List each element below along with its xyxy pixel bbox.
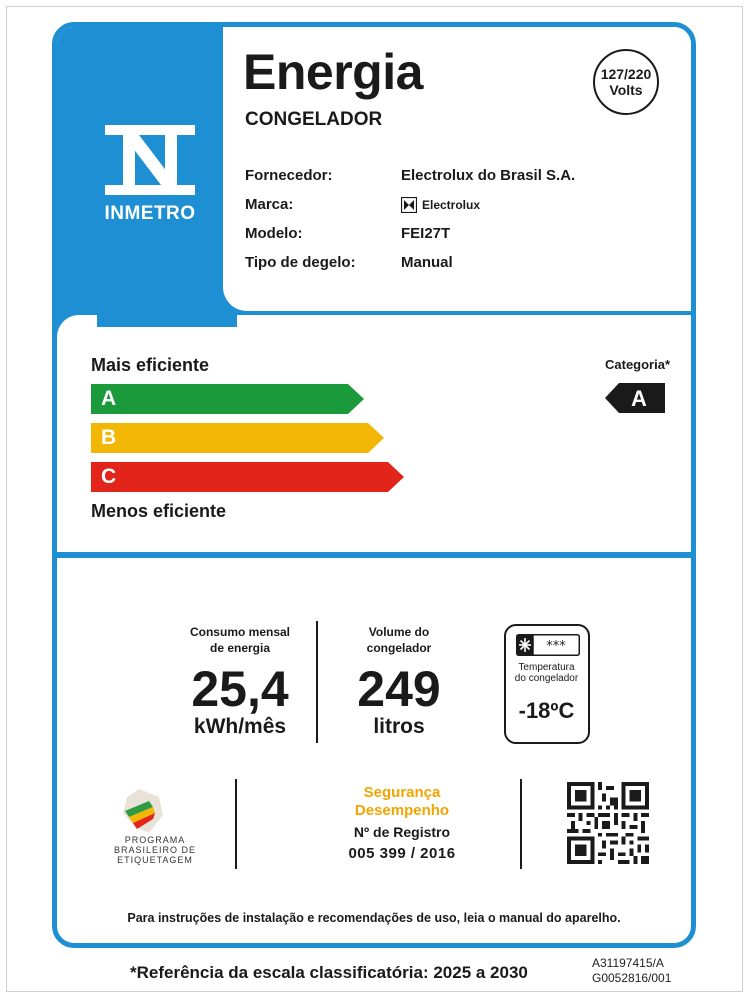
pbe-line-1: PROGRAMA (124, 835, 186, 845)
voltage-value: 127/220 (600, 66, 652, 82)
supplier-label: Fornecedor: (245, 167, 333, 184)
pbe-text (105, 835, 205, 865)
supplier-value: Electrolux do Brasil S.A. (401, 167, 576, 184)
efficiency-bar-c (91, 462, 406, 492)
volume-value: 249 (357, 661, 441, 717)
defrost-label: Tipo de degelo: (245, 254, 356, 271)
temperature-caption-1: Temperatura (518, 662, 575, 673)
efficiency-bar-b (91, 423, 386, 453)
metrics-divider-1 (316, 621, 318, 743)
bar-b-letter: B (101, 426, 117, 449)
bottom-divider-2 (520, 779, 522, 869)
brand-value: Electrolux (422, 198, 481, 212)
pbe-logo-icon (119, 787, 165, 837)
brand-value-group (401, 197, 480, 213)
inmetro-n-icon (105, 125, 195, 195)
pbe-line-2: BRASILEIRO DE (113, 845, 197, 855)
registration-label: Nº de Registro (353, 824, 451, 840)
qr-code-icon[interactable] (567, 782, 649, 864)
registration-number: 005 399 / 2016 (348, 845, 456, 862)
defrost-value: Manual (401, 254, 453, 271)
svg-text:***: *** (546, 639, 566, 654)
bar-c-shape (91, 462, 406, 492)
temperature-caption (506, 662, 587, 684)
category-label: Categoria* (605, 357, 671, 372)
pbe-line-3: ETIQUETAGEM (117, 855, 193, 865)
section-corner (57, 315, 97, 355)
document-code (592, 956, 671, 986)
voltage-unit: Volts (609, 82, 643, 98)
model-value: FEI27T (401, 225, 451, 242)
label-title: Energia (243, 44, 423, 100)
consumption-unit: kWh/mês (193, 715, 287, 738)
volume-label-1: Volume do (368, 625, 430, 639)
usage-instructions: Para instruções de instalação e recomendações de uso, leia o manual do aparelho. (127, 911, 621, 925)
model-label: Modelo: (245, 225, 303, 242)
bar-b-shape (91, 423, 386, 453)
bar-a-letter: A (101, 387, 117, 410)
inmetro-label: INMETRO (104, 203, 196, 224)
category-value: A (631, 386, 647, 411)
safety-label: Segurança (363, 784, 441, 801)
bar-a-shape (91, 384, 366, 414)
performance-label: Desempenho (354, 802, 450, 819)
temperature-value: -18ºC (518, 698, 575, 723)
freezer-temperature-box (504, 624, 590, 744)
consumption-value: 25,4 (191, 661, 289, 717)
volume-label-2: congelador (366, 641, 432, 655)
energy-label (52, 22, 696, 948)
volume-unit: litros (373, 715, 425, 738)
document-code-1: A31197415/A (592, 956, 664, 970)
bar-c-letter: C (101, 465, 117, 488)
document-code-2: G0052816/001 (592, 971, 672, 985)
brand-label: Marca: (245, 196, 294, 213)
product-type: CONGELADOR (245, 109, 383, 130)
freezer-star-icon (516, 634, 580, 656)
temperature-caption-2: do congelador (514, 673, 579, 684)
efficiency-bar-a (91, 384, 366, 414)
most-efficient-label: Mais eficiente (91, 355, 210, 375)
consumption-label-1: Consumo mensal (189, 625, 291, 639)
electrolux-logo-icon (401, 197, 417, 213)
voltage-badge (593, 49, 659, 115)
bottom-divider-1 (235, 779, 237, 869)
scale-reference: *Referência da escala classificatória: 2025 a 2030 (130, 963, 528, 982)
divider-band-middle (57, 552, 691, 558)
least-efficient-label: Menos eficiente (91, 501, 227, 521)
consumption-label-2: de energia (209, 641, 271, 655)
